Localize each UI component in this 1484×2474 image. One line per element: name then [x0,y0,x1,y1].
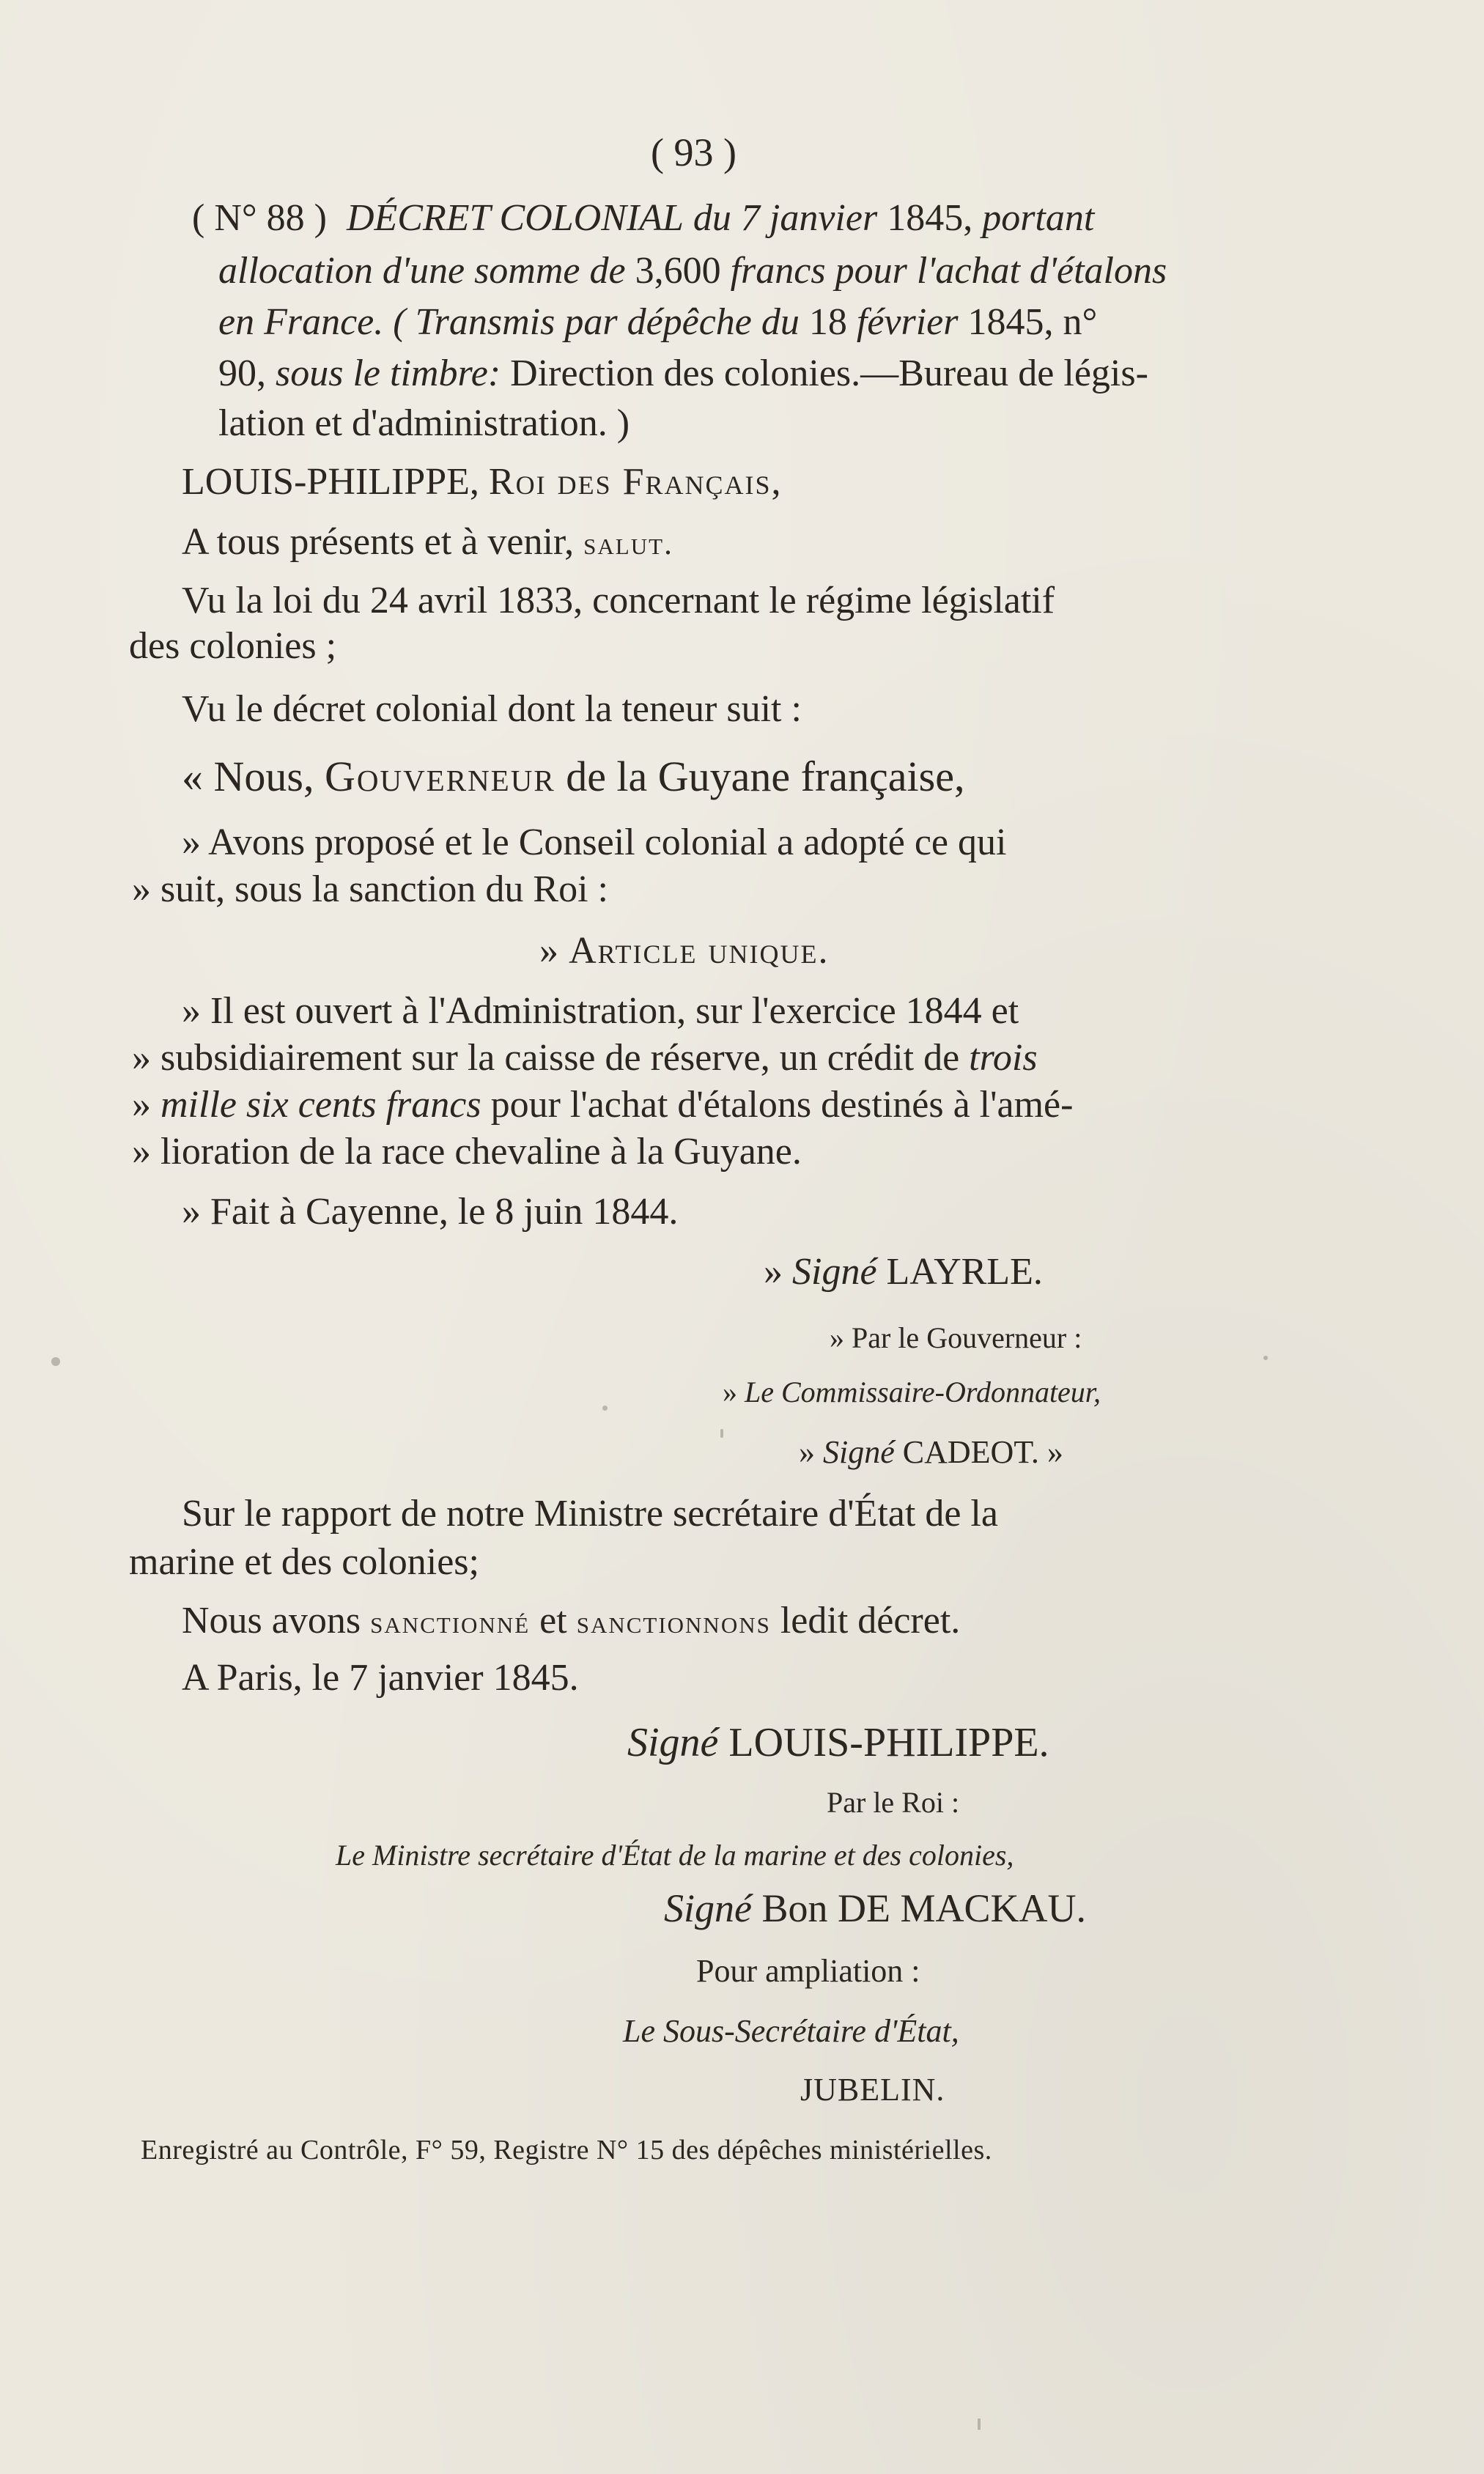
decree-il-line-2-text: » subsidiairement sur la caisse de réserve, un crédit de [132,1037,960,1079]
sous-secretaire-title: Le Sous-Secrétaire d'État, [623,2013,959,2049]
decree-signe-layrle [764,1250,1043,1294]
heading-amount: 3,600 [635,250,721,292]
heading-line-3 [218,300,1097,344]
vu-loi-line-1: Vu la loi du 24 avril 1833, concernant le régime législatif [182,580,1055,621]
decree-signe-cadeot [799,1430,1063,1474]
jubelin-name: JUBELIN. [800,2072,945,2108]
paper-speck [51,1357,60,1366]
decree-il-line-1: » Il est ouvert à l'Administration, sur l'exercice 1844 et [182,990,1019,1032]
decree-nous: « Nous, [182,753,314,800]
decree-quote-mark: » [132,1084,151,1126]
vu-decret-line: Vu le décret colonial dont la teneur suit : [182,688,802,730]
heading-line-2 [218,249,1167,293]
heading-year2: 1845, n° [967,301,1098,343]
par-le-roi: Par le Roi : [827,1786,960,1819]
heading-en-france: en France. [218,301,384,343]
ministre-title: Le Ministre secrétaire d'État de la marine et des colonies, [336,1839,1014,1872]
cadeot-name: CADEOT. » [902,1434,1063,1470]
decree-number: ( N° 88 ) [192,197,327,239]
decree-il-line-4: » lioration de la race chevaline à la Guyane. [132,1131,802,1173]
sanctionne: sanctionné [370,1604,531,1640]
decree-il-line-3 [132,1083,1073,1127]
paper-speck [978,2418,981,2430]
nous-avons: Nous avons [182,1600,361,1642]
mackau-name: Bon DE MACKAU. [761,1886,1087,1930]
greeting-salut: salut. [583,525,674,561]
heading-line-4 [218,352,1148,396]
quote-mark: » [723,1376,737,1408]
greeting-line [182,520,673,566]
decree-achat: pour l'achat d'étalons destinés à l'amé- [490,1084,1074,1126]
decree-title: DÉCRET COLONIAL [346,197,684,239]
commissaire-title: Le Commissaire-Ordonnateur, [745,1376,1101,1408]
page-number: ( 93 ) [651,130,737,174]
quote-mark: » [764,1251,783,1293]
heading-transmis: ( Transmis par dépêche du [393,301,800,343]
paris-date-line: A Paris, le 7 janvier 1845. [182,1657,579,1699]
heading-portant: portant [982,197,1095,239]
heading-francs: francs pour l'achat d'étalons [730,250,1167,292]
king-signature-name: LOUIS-PHILIPPE. [728,1720,1049,1765]
vu-loi-line-2: des colonies ; [129,625,337,667]
heading-line-1 [192,196,1094,240]
greeting-text: A tous présents et à venir, [182,521,575,563]
king-line [182,460,783,504]
rapport-line-2: marine et des colonies; [129,1541,479,1583]
mackau-signature-line [664,1886,1086,1930]
sanctionnons: sanctionnons [576,1604,771,1640]
footer-registration: Enregistré au Contrôle, F° 59, Registre N° 15 des dépêches ministérielles. [141,2135,992,2165]
signe-label: Signé [823,1434,895,1470]
decree-year: 1845, [887,197,973,239]
decree-trois: trois [969,1037,1038,1079]
paper-speck [720,1429,723,1438]
pour-ampliation: Pour ampliation : [696,1953,920,1989]
decree-mille-six-cents: mille six cents francs [160,1084,481,1126]
decree-date-prefix: du 7 janvier [693,197,878,239]
ledit-decret: ledit décret. [780,1600,961,1642]
paper-speck [1263,1356,1268,1360]
signe-label: Signé [627,1720,719,1765]
signe-label: Signé [792,1251,877,1293]
rapport-line-1: Sur le rapport de notre Ministre secrétaire d'État de la [182,1493,998,1535]
decree-commissaire-line [723,1370,1101,1414]
layrle-name: LAYRLE. [886,1251,1043,1293]
decree-gouverneur: Gouverneur [324,753,555,800]
heading-sous-timbre: sous le timbre: [276,352,501,394]
heading-direction: Direction des colonies.—Bureau de légis- [510,352,1148,394]
heading-number: 90, [218,352,266,394]
paper-speck [602,1406,608,1411]
heading-day: 18 [808,301,847,343]
decree-guyane: de la Guyane française, [566,753,965,800]
heading-month: février [856,301,959,343]
king-name: LOUIS-PHILIPPE, [182,461,479,503]
signe-label: Signé [664,1886,752,1930]
et: et [539,1600,567,1642]
decree-avons-line-2: » suit, sous la sanction du Roi : [132,868,608,910]
decree-fait-line: » Fait à Cayenne, le 8 juin 1844. [182,1191,679,1233]
decree-par-gouverneur: » Par le Gouverneur : [830,1321,1082,1354]
quote-mark: » [799,1434,815,1470]
decree-avons-line-1: » Avons proposé et le Conseil colonial a adopté ce qui [182,821,1007,863]
king-signature-line [627,1721,1049,1765]
heading-line-5: lation et d'administration. ) [218,402,630,444]
decree-article-heading: » Article unique. [539,930,830,972]
decree-il-line-2 [132,1036,1038,1080]
decree-nous-line [182,755,964,799]
heading-allocation: allocation d'une somme de [218,250,626,292]
nous-avons-line [182,1599,960,1644]
king-title: Roi des Français, [488,461,783,503]
